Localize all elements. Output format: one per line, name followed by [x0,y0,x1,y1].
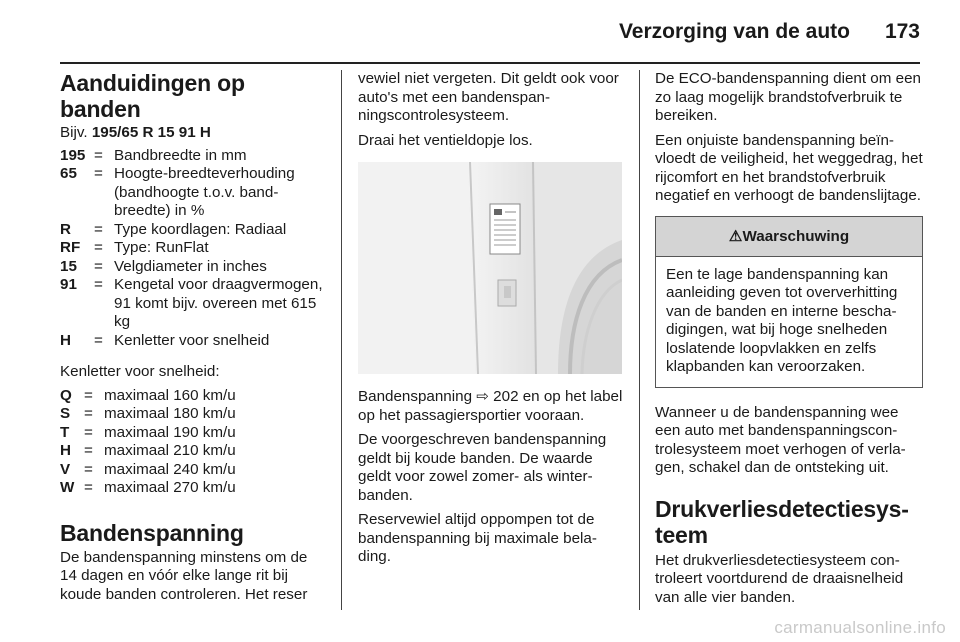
list-item [60,258,328,277]
list-item [60,165,328,221]
column-1 [60,70,328,610]
code-text: Bandbreedte in mm [114,146,247,164]
list-item [60,387,328,406]
code-key: S [60,405,71,422]
list-item [60,332,328,351]
code-sep: = [84,460,93,478]
code-key: 195 [60,146,86,164]
list-item [60,221,328,240]
code-key: RF [60,239,81,256]
heading-pressure-loss-detection: Drukverliesdetectiesysteem [655,495,909,548]
page-header [0,0,960,60]
list-item [60,424,328,443]
code-sep: = [84,386,93,404]
example-code: 195/65 R 15 91 H [91,124,211,141]
code-key: V [60,460,71,478]
code-text: Type: RunFlat [114,239,209,256]
code-key: H [60,331,71,349]
code-sep: = [84,479,93,496]
code-key: W [60,479,75,496]
watermark: carmanualsonline.info [774,618,946,637]
speed-intro: Kenletter voor snelheid: [60,363,220,380]
list-item [60,442,328,461]
code-text: maximaal 180 km/u [104,405,236,422]
speed-code-list [60,387,328,498]
code-sep: = [84,423,93,441]
list-item [60,479,328,498]
warning-text: Een te lage bandenspanning kan aanleiding geven tot oververhitting van de banden en interne beschadigingen, wat bij hoge snelheden loslatende loopvlakken en zelfs klapbanden kan veroorzaken. [666,265,898,375]
code-sep: = [94,276,103,293]
code-sep: = [94,331,103,349]
code-text: maximaal 210 km/u [104,442,236,459]
warning-box [655,216,923,388]
code-text: Kengetal voor draagvermogen, 91 komt bijv. overeen met 615 kg [114,276,323,330]
paragraph: Wanneer u de bandenspanning wee een auto met bandenspanningscontrolesysteem moet verhogen of verlagen, schakel dan de ontsteking uit. [655,403,906,476]
page-number: 173 [884,20,920,43]
code-key: 91 [60,276,77,293]
paragraph: De ECO-bandenspanning dient om een zo laag mogelijk brandstofverbruik te bereiken. [655,70,921,124]
code-key: 15 [60,257,77,275]
code-text: Type koordlagen: Radiaal [114,220,287,238]
column-divider-2 [639,70,640,610]
heading-tire-markings: Aanduidingen op banden [60,70,245,122]
code-sep: = [94,165,103,182]
code-text: Velgdiameter in inches [114,257,267,275]
code-key: H [60,442,71,459]
section-title: Verzorging van de auto [618,20,850,43]
code-sep: = [94,257,103,275]
code-text: maximaal 190 km/u [104,423,236,441]
code-text: maximaal 270 km/u [104,479,236,496]
code-sep: = [94,146,103,164]
code-sep: = [94,239,103,256]
list-item [60,276,328,332]
code-text: Hoogte-breedteverhouding (bandhoogte t.o.v. bandbreedte) in % [114,165,295,219]
code-key: R [60,220,71,238]
warning-triangle-icon: ⚠ [728,227,743,245]
example-prefix: Bijv. [60,124,88,141]
code-sep: = [84,405,93,422]
tire-code-list [60,147,328,351]
code-text: maximaal 240 km/u [104,460,236,478]
heading-tire-pressure: Bandenspanning [60,519,244,546]
code-sep: = [84,442,93,459]
warning-header [656,217,922,257]
example-line [60,124,328,143]
header-rule [60,62,920,64]
column-3 [655,70,923,613]
code-text: maximaal 160 km/u [104,386,236,404]
photo-caption: Bandenspanning ⇨ 202 en op het label op het passagiersportier vooraan. [358,388,623,424]
code-key: T [60,423,70,441]
paragraph: vewiel niet vergeten. Dit geldt ook voor auto's met een bandenspanningscontrolesysteem. [358,70,619,124]
code-key: 65 [60,165,77,182]
list-item [60,147,328,166]
paragraph: Een onjuiste bandenspanning beïnvloedt de veiligheid, het weggedrag, het rijcomfort en het brandstofverbruik negatief en verhoogt de bandenslijtage. [655,131,923,204]
column-divider-1 [341,70,342,610]
paragraph: De bandenspanning minstens om de 14 dagen en vóór elke lange rit bij koude banden controleren. Het reser [60,548,308,603]
code-text: Kenletter voor snelheid [114,331,270,349]
paragraph: Reservewiel altijd oppompen tot de bandenspanning bij maximale belading. [358,511,597,565]
door-label-photo [358,162,622,374]
list-item [60,405,328,424]
code-key: Q [60,386,72,404]
code-sep: = [94,220,103,238]
paragraph: Draai het ventieldopje los. [358,131,533,149]
warning-title: Waarschuwing [742,227,850,245]
paragraph: Het drukverliesdetectiesysteem controleert voortdurend de draaisnelheid van alle vier banden. [655,551,904,606]
list-item [60,461,328,480]
column-2 [358,70,624,573]
paragraph: De voorgeschreven bandenspanning geldt bij koude banden. De waarde geldt voor zowel zomer- als winterbanden. [358,431,607,504]
list-item [60,239,328,258]
